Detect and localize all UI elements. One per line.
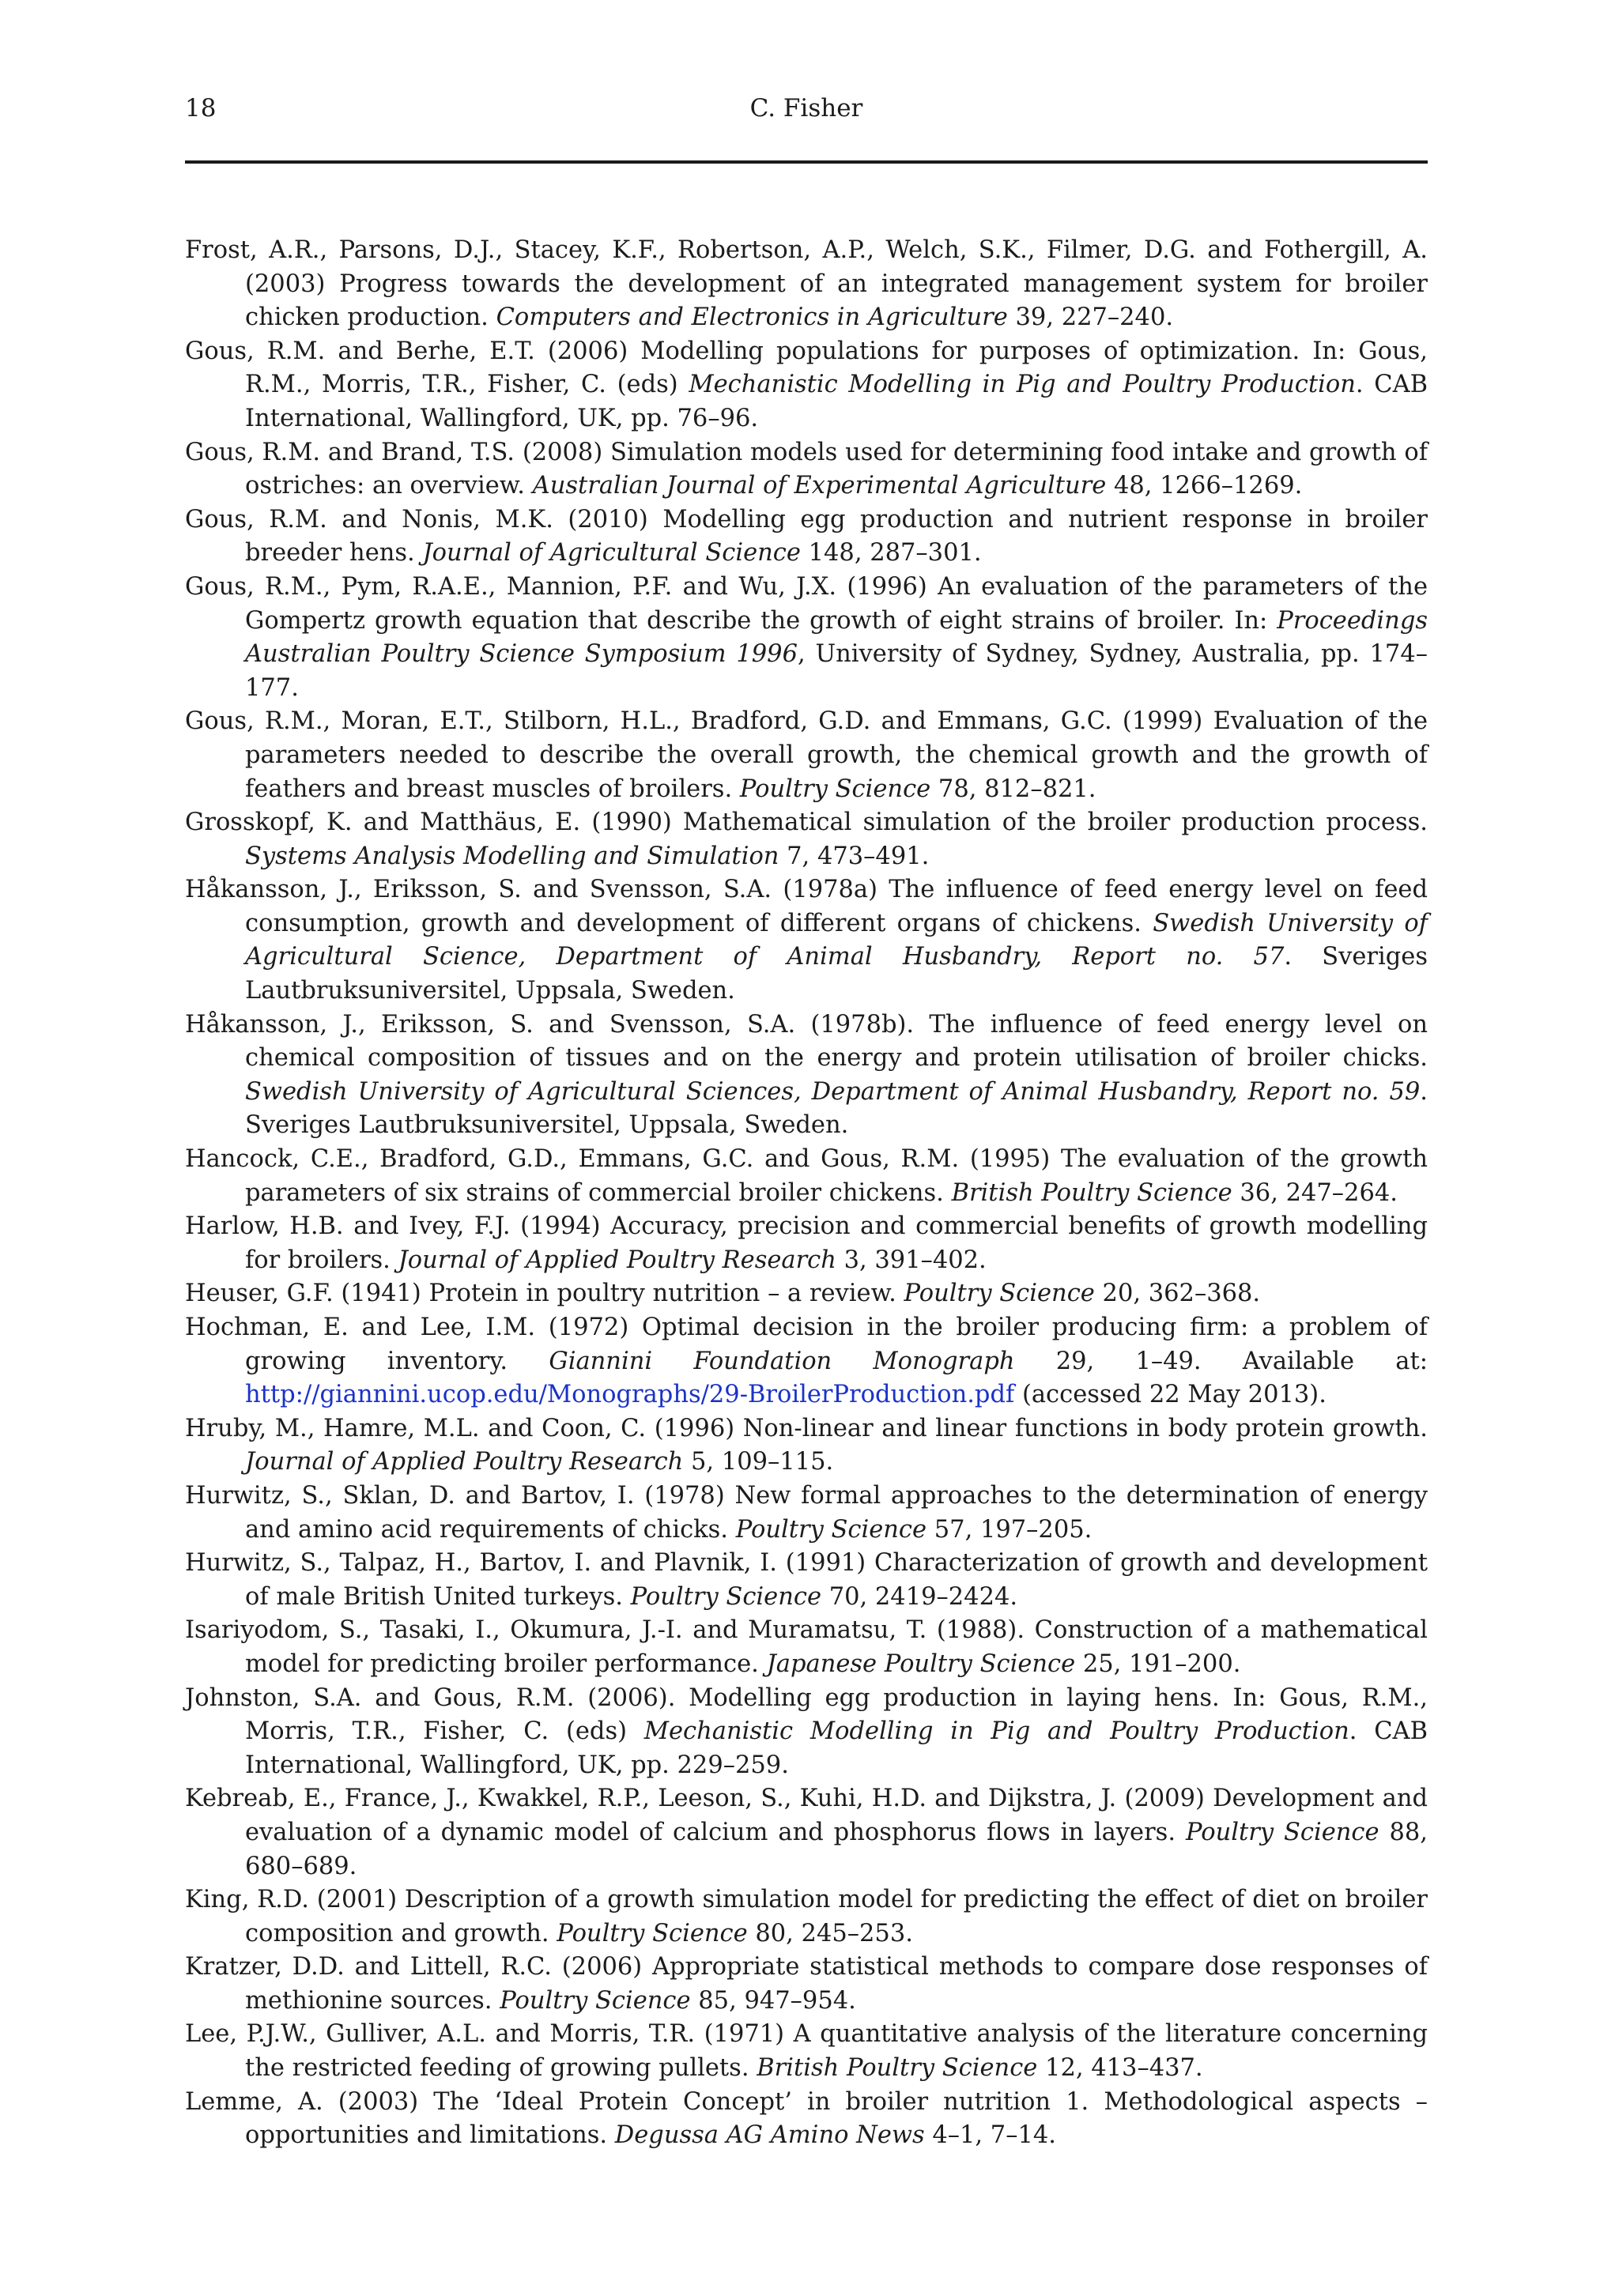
journal-title: Computers and Electronics in Agriculture [496,303,1008,332]
journal-title: Poultry Science [1185,1818,1379,1846]
reference-entry: Hochman, E. and Lee, I.M. (1972) Optimal decision in the broiler producing firm: a problem of growing inventory. Giannini Foundation Monograph 29, 1–49. Available at: http://giannini.ucop.edu/Monographs/29-BroilerProduction.pdf (accessed 22 May 2013). [185,1314,1428,1409]
reference-entry: Johnston, S.A. and Gous, R.M. (2006). Modelling egg production in laying hens. In: Gous, R.M., Morris, T.R., Fisher, C. (eds) Mechanistic Modelling in Pig and Poultry Production. CAB International, Wallingford, UK, pp. 229–259. [185,1683,1428,1779]
journal-title: Mechanistic Modelling in Pig and Poultry Production [643,1717,1349,1746]
journal-title: Poultry Science [500,1986,691,2015]
reference-entry: Hancock, C.E., Bradford, G.D., Emmans, G.C. and Gous, R.M. (1995) The evaluation of the growth parameters of six strains of commercial broiler chickens. British Poultry Science 36, 247–264. [185,1145,1428,1207]
journal-title: British Poultry Science [951,1178,1232,1207]
journal-title: Swedish University of Agricultural Science, Department of Animal Husbandry, Report no. 57 [245,909,1428,971]
reference-entry: Isariyodom, S., Tasaki, I., Okumura, J.-I. and Muramatsu, T. (1988). Construction of a mathematical model for predicting broiler performance. Japanese Poultry Science 25, 191–200. [185,1616,1428,1678]
reference-entry: Hurwitz, S., Talpaz, H., Bartov, I. and Plavnik, I. (1991) Characterization of growth and development of male British United turkeys. Poultry Science 70, 2419–2424. [185,1549,1428,1611]
page-number: 18 [185,94,217,123]
journal-title: Journal of Agricultural Science [422,539,801,567]
reference-entry: Håkansson, J., Eriksson, S. and Svensson, S.A. (1978a) The influence of feed energy level on feed consumption, growth and development of different organs of chickens. Swedish University of Agricultural Science, Department of Animal Husbandry, Report no. 57. Sveriges Lautbruksuniversitel, Uppsala, Sweden. [185,876,1428,1005]
reference-entry: Hurwitz, S., Sklan, D. and Bartov, I. (1978) New formal approaches to the determination of energy and amino acid requirements of chicks. Poultry Science 57, 197–205. [185,1481,1428,1544]
reference-entry: Lee, P.J.W., Gulliver, A.L. and Morris, T.R. (1971) A quantitative analysis of the literature concerning the restricted feeding of growing pullets. British Poultry Science 12, 413–437. [185,2020,1428,2083]
journal-title: Poultry Science [739,775,931,803]
reference-entry: Gous, R.M. and Berhe, E.T. (2006) Modelling populations for purposes of optimization. In: Gous, R.M., Morris, T.R., Fisher, C. (eds) Mechanistic Modelling in Pig and Poultry Production. CAB International, Wallingford, UK, pp. 76–96. [185,337,1428,432]
journal-title: Giannini Foundation Monograph [549,1347,1015,1375]
running-head: C. Fisher [749,94,863,123]
journal-title: Poultry Science [557,1919,748,1947]
reference-entry: Gous, R.M. and Nonis, M.K. (2010) Modelling egg production and nutrient response in broiler breeder hens. Journal of Agricultural Science 148, 287–301. [185,505,1428,567]
journal-title: Proceedings Australian Poultry Science Symposium 1996 [245,606,1428,669]
journal-title: Australian Journal of Experimental Agriculture [532,472,1107,500]
reference-entry: Kratzer, D.D. and Littell, R.C. (2006) Appropriate statistical methods to compare dose responses of methionine sources. Poultry Science 85, 947–954. [185,1953,1428,2015]
reference-entry: Håkansson, J., Eriksson, S. and Svensson, S.A. (1978b). The influence of feed energy level on chemical composition of tissues and on the energy and protein utilisation of broiler chicks. Swedish University of Agricultural Sciences, Department of Animal Husbandry, Report no. 59. Sveriges Lautbruksuniversitel, Uppsala, Sweden. [185,1010,1428,1140]
reference-entry: Lemme, A. (2003) The ‘Ideal Protein Concept’ in broiler nutrition 1. Methodological aspects – opportunities and limitations. Degussa AG Amino News 4–1, 7–14. [185,2087,1428,2150]
journal-title: Poultry Science [735,1515,927,1544]
journal-title: Poultry Science [904,1280,1095,1308]
journal-title: Systems Analysis Modelling and Simulation [245,842,779,870]
reference-link[interactable]: http://giannini.ucop.edu/Monographs/29-BroilerProduction.pdf [245,1381,1015,1409]
reference-entry: Grosskopf, K. and Matthäus, E. (1990) Mathematical simulation of the broiler production process. Systems Analysis Modelling and Simulation 7, 473–491. [185,809,1428,870]
reference-entry: Hruby, M., Hamre, M.L. and Coon, C. (1996) Non-linear and linear functions in body protein growth. Journal of Applied Poultry Research 5, 109–115. [185,1414,1428,1476]
reference-entry: Gous, R.M., Moran, E.T., Stilborn, H.L., Bradford, G.D. and Emmans, G.C. (1999) Evaluation of the parameters needed to describe the overall growth, the chemical growth and the growth of feathers and breast muscles of broilers. Poultry Science 78, 812–821. [185,707,1428,803]
reference-entry: Gous, R.M. and Brand, T.S. (2008) Simulation models used for determining food intake and growth of ostriches: an overview. Australian Journal of Experimental Agriculture 48, 1266–1269. [185,438,1428,500]
journal-title: Journal of Applied Poultry Research [245,1448,684,1476]
reference-entry: Gous, R.M., Pym, R.A.E., Mannion, P.F. and Wu, J.X. (1996) An evaluation of the parameters of the Gompertz growth equation that describe the growth of eight strains of broiler. In: Proceedings Australian Poultry Science Symposium 1996, University of Sydney, Sydney, Australia, pp. 174–177. [185,572,1428,702]
journal-title: Degussa AG Amino News [614,2121,925,2150]
reference-entry: Heuser, G.F. (1941) Protein in poultry nutrition – a review. Poultry Science 20, 362–368. [185,1280,1261,1308]
journal-title: Mechanistic Modelling in Pig and Poultry Production [689,371,1356,399]
reference-entry: Frost, A.R., Parsons, D.J., Stacey, K.F., Robertson, A.P., Welch, S.K., Filmer, D.G. and Fothergill, A. (2003) Progress towards the development of an integrated management system for broiler chicken production. Computers and Electronics in Agriculture 39, 227–240. [185,236,1428,332]
journal-title: Poultry Science [630,1582,821,1611]
journal-title: Japanese Poultry Science [766,1649,1076,1678]
journal-title: Journal of Applied Poultry Research [398,1246,836,1274]
reference-entry: King, R.D. (2001) Description of a growth simulation model for predicting the effect of diet on broiler composition and growth. Poultry Science 80, 245–253. [185,1886,1428,1947]
journal-title: Swedish University of Agricultural Sciences, Department of Animal Husbandry, Report no. 59 [245,1077,1421,1106]
page-header [185,94,1428,164]
reference-list [185,234,1428,2153]
journal-title: British Poultry Science [757,2054,1038,2083]
reference-entry: Kebreab, E., France, J., Kwakkel, R.P., Leeson, S., Kuhi, H.D. and Dijkstra, J. (2009) Development and evaluation of a dynamic model of calcium and phosphorus flows in layers. Poultry Science 88, 680–689. [185,1785,1428,1880]
reference-entry: Harlow, H.B. and Ivey, F.J. (1994) Accuracy, precision and commercial benefits of growth modelling for broilers. Journal of Applied Poultry Research 3, 391–402. [185,1212,1428,1274]
